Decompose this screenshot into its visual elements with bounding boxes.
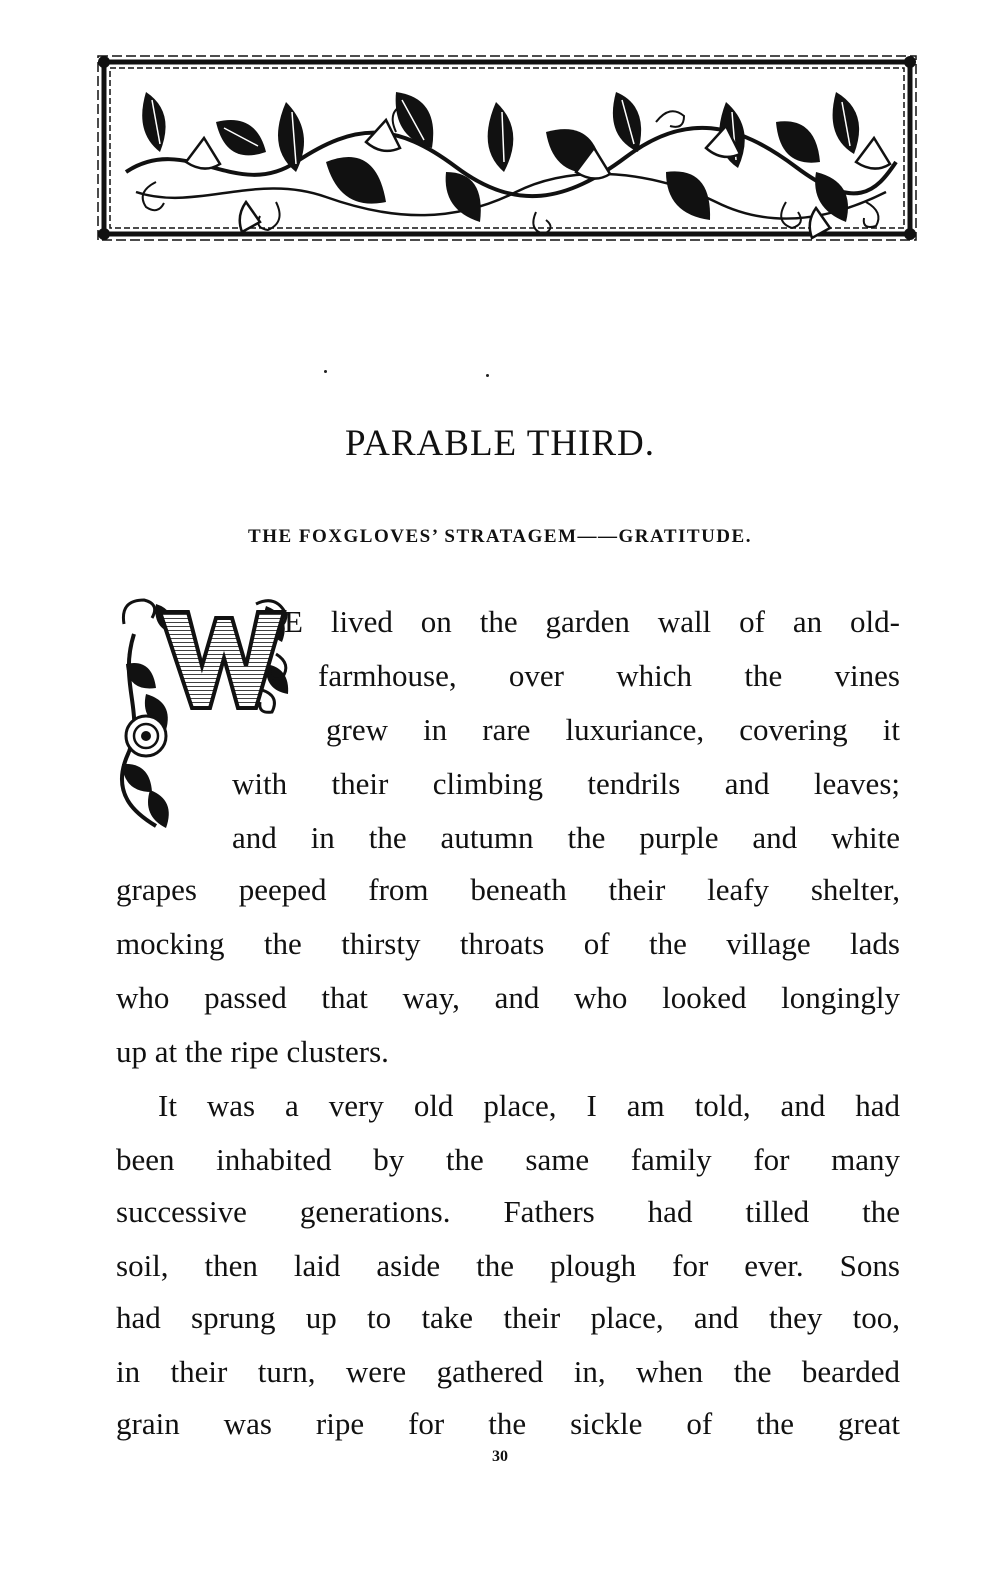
body-text-line: been inhabited by the same family for many xyxy=(116,1142,900,1177)
chapter-subtitle: THE FOXGLOVES’ STRATAGEM——GRATITUDE. xyxy=(248,526,752,547)
body-text-line: soil, then laid aside the plough for ever. Sons xyxy=(116,1248,900,1283)
print-speck xyxy=(324,370,327,373)
body-text-line: in their turn, were gathered in, when the bearded xyxy=(116,1354,900,1389)
body-text-line: grapes peeped from beneath their leafy shelter, xyxy=(116,872,900,907)
body-text-line: grew in rare luxuriance, covering it xyxy=(326,712,900,747)
body-text-line: had sprung up to take their place, and they too, xyxy=(116,1300,900,1335)
body-text-line: It was a very old place, I am told, and had xyxy=(158,1088,900,1123)
body-text-line: E lived on the garden wall of an old- xyxy=(284,604,900,639)
body-text-line: and in the autumn the purple and white xyxy=(232,820,900,855)
body-text-line: up at the ripe clusters. xyxy=(116,1034,389,1069)
print-speck xyxy=(486,374,489,377)
chapter-title: PARABLE THIRD. xyxy=(344,423,656,464)
body-text-line: successive generations. Fathers had tilled the xyxy=(116,1194,900,1229)
body-text-line: grain was ripe for the sickle of the great xyxy=(116,1406,900,1441)
body-text-line: who passed that way, and who looked longingly xyxy=(116,980,900,1015)
decorative-vine-banner xyxy=(96,52,918,248)
page-number: 30 xyxy=(492,1448,508,1465)
body-text-line: with their climbing tendrils and leaves; xyxy=(232,766,900,801)
body-text-line: farmhouse, over which the vines xyxy=(318,658,900,693)
body-text-line: mocking the thirsty throats of the village lads xyxy=(116,926,900,961)
